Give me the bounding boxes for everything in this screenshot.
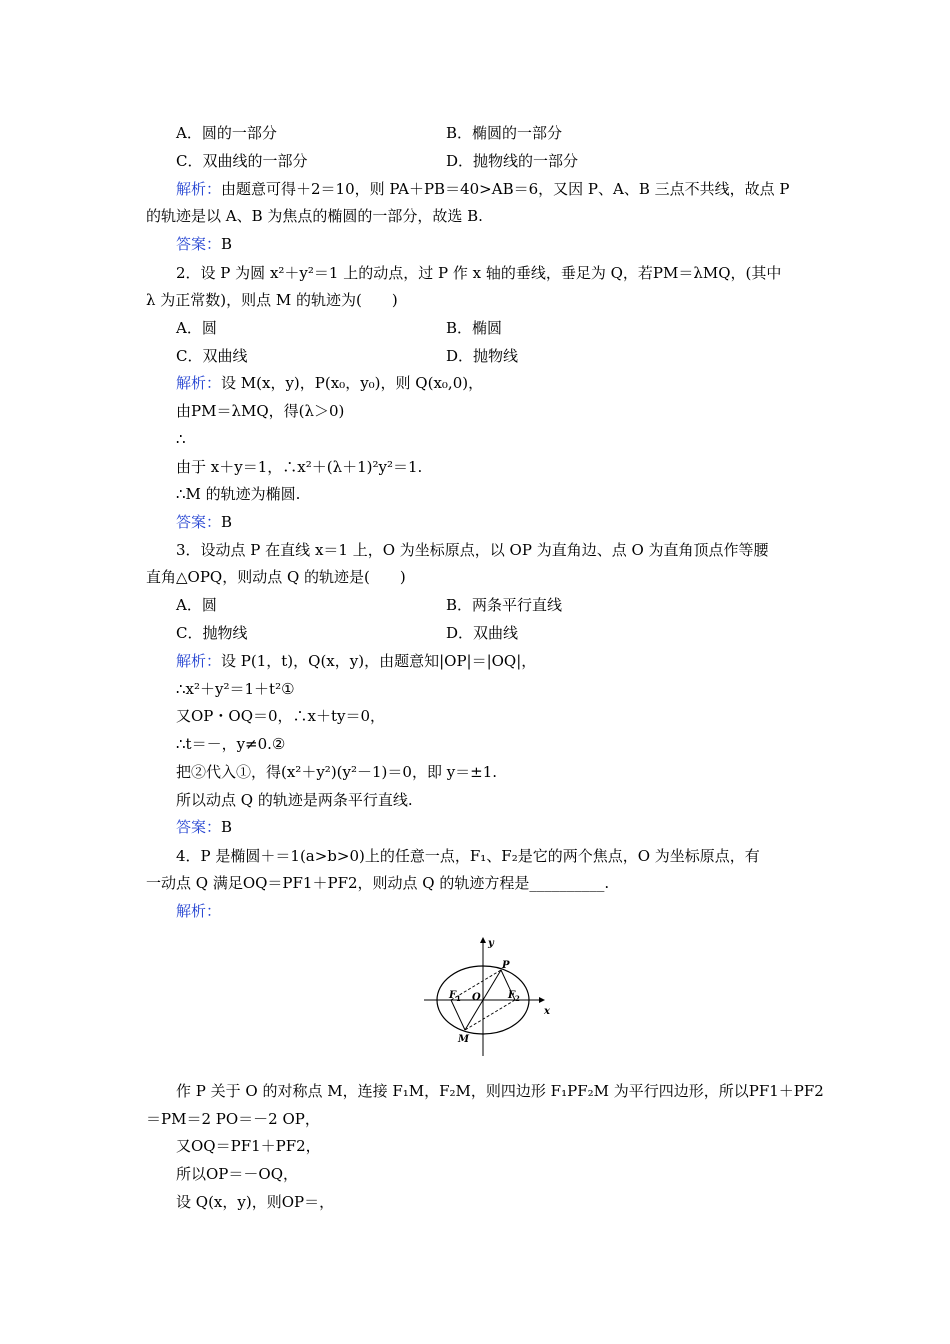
- q1-option-b: B．椭圆的一部分: [446, 124, 563, 142]
- q3-answer: [176, 817, 232, 837]
- q2-analysis-text-4: 由于 x＋y＝1，∴x²＋(λ＋1)²y²＝1.: [176, 458, 423, 476]
- q4-analysis-label: [176, 901, 221, 921]
- q4-body-4: 所以OP＝－OQ，: [176, 1165, 298, 1183]
- segment-f2-m: [465, 1000, 515, 1030]
- q3-analysis-text-2: ∴x²＋y²＝1＋t²①: [176, 680, 295, 698]
- q2-analysis-text-3: ∴: [176, 430, 186, 448]
- answer-label: 答案：: [176, 235, 222, 253]
- q1-option-c: C．双曲线的一部分: [176, 152, 308, 170]
- q1-option-d: D．抛物线的一部分: [446, 152, 579, 170]
- q2-answer: [176, 512, 232, 532]
- label-m: M: [458, 1034, 470, 1045]
- label-f1: F: [449, 990, 457, 1001]
- label-p: P: [502, 960, 510, 971]
- q4-body-1: 作 P 关于 O 的对称点 M，连接 F₁M，F₂M，则四边形 F₁PF₂M 为平行四边形，所以PF1＋PF2: [176, 1082, 824, 1100]
- q3-option-a: A．圆: [176, 596, 217, 614]
- q3-analysis-text-1: 设 P(1，t)，Q(x，y)，由题意知|OP|＝|OQ|，: [221, 652, 537, 670]
- q2-stem-2: λ 为正常数)，则点 M 的轨迹为( ): [146, 291, 398, 309]
- analysis-label: 解析：: [176, 374, 222, 392]
- analysis-label: 解析：: [176, 652, 222, 670]
- q2-analysis-text-2: 由PM＝λMQ，得(λ＞0): [176, 402, 345, 420]
- q2-analysis-text-5: ∴M 的轨迹为椭圆.: [176, 485, 301, 503]
- q1-analysis-text-2: 的轨迹是以 A、B 为焦点的椭圆的一部分，故选 B.: [146, 207, 483, 225]
- q3-option-c: C．抛物线: [176, 624, 248, 642]
- q3-analysis-text-6: 所以动点 Q 的轨迹是两条平行直线.: [176, 791, 413, 809]
- q3-stem-2: 直角△OPQ，则动点 Q 的轨迹是( ): [146, 568, 406, 586]
- q2-analysis-text-1: 设 M(x，y)，P(x₀，y₀)，则 Q(x₀,0)，: [221, 374, 484, 392]
- q2-option-a: A．圆: [176, 319, 217, 337]
- q4-body-5: 设 Q(x，y)，则OP＝，: [176, 1193, 335, 1211]
- q2-option-b: B．椭圆: [446, 319, 503, 337]
- answer-value: B: [221, 818, 233, 836]
- q3-analysis-text-4: ∴t＝－，y≠0.②: [176, 735, 286, 753]
- label-f1-sub: 1: [456, 994, 461, 1003]
- ellipse-diagram: [424, 934, 552, 1058]
- q3-option-b: B．两条平行直线: [446, 596, 563, 614]
- ellipse-figure: [424, 934, 552, 1058]
- q4-body-3: 又OQ＝PF1＋PF2，: [176, 1137, 321, 1155]
- q4-stem-1: 4．P 是椭圆＋＝1(a>b>0)上的任意一点，F₁、F₂是它的两个焦点，O 为坐标原点，有: [176, 847, 760, 865]
- q3-analysis-text-3: 又OP・OQ＝0，∴x＋ty＝0，: [176, 707, 386, 725]
- analysis-label: 解析：: [176, 902, 222, 920]
- q2-option-c: C．双曲线: [176, 347, 248, 365]
- answer-value: B: [221, 513, 233, 531]
- q2-option-d: D．抛物线: [446, 347, 519, 365]
- q4-body-2: ＝PM＝2 PO＝－2 OP，: [146, 1110, 320, 1128]
- answer-label: 答案：: [176, 513, 222, 531]
- label-f2-sub: 2: [515, 994, 520, 1003]
- q4-stem-2: 一动点 Q 满足OQ＝PF1＋PF2，则动点 Q 的轨迹方程是__________.: [146, 874, 610, 892]
- q2-stem-1: 2．设 P 为圆 x²＋y²＝1 上的动点，过 P 作 x 轴的垂线，垂足为 Q，若PM＝λMQ，(其中: [176, 264, 782, 282]
- q3-option-d: D．双曲线: [446, 624, 519, 642]
- q1-option-a: A．圆的一部分: [176, 124, 277, 142]
- label-y: y: [488, 938, 494, 949]
- q1-analysis: [176, 179, 789, 199]
- q1-analysis-text-1: 由题意可得＋2＝10，则 PA＋PB＝40>AB＝6，又因 P、A、B 三点不共线，故点 P: [221, 180, 790, 198]
- answer-value: B: [221, 235, 233, 253]
- q3-analysis: [176, 651, 536, 671]
- q3-stem-1: 3．设动点 P 在直线 x＝1 上，O 为坐标原点，以 OP 为直角边、点 O 为直角顶点作等腰: [176, 541, 769, 559]
- analysis-label: 解析：: [176, 180, 222, 198]
- q1-answer: [176, 234, 232, 254]
- label-f2: F: [508, 990, 516, 1001]
- q2-analysis: [176, 373, 483, 393]
- label-x: x: [544, 1006, 550, 1017]
- q3-analysis-text-5: 把②代入①，得(x²＋y²)(y²－1)＝0，即 y＝±1.: [176, 763, 498, 781]
- label-o: O: [472, 992, 481, 1003]
- answer-label: 答案：: [176, 818, 222, 836]
